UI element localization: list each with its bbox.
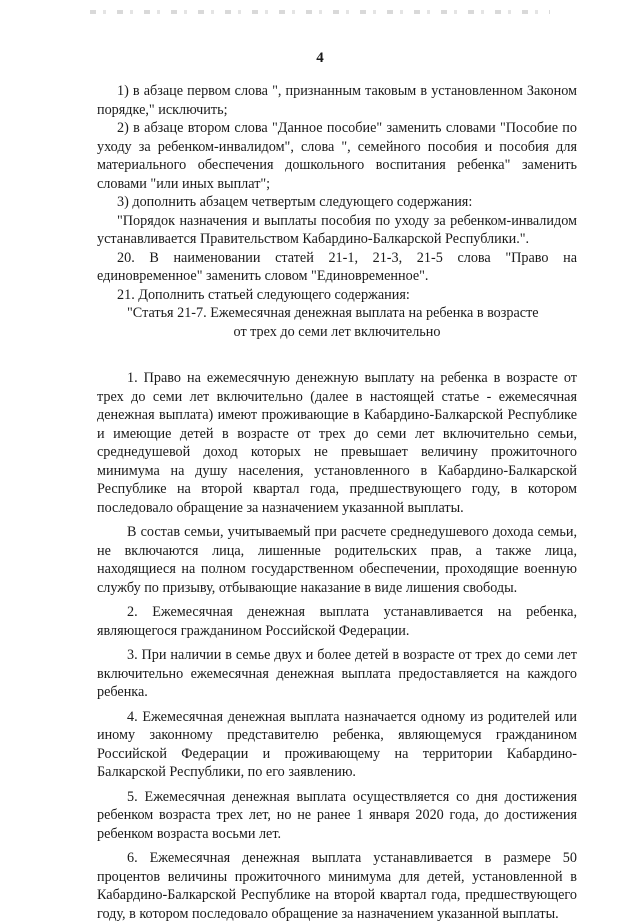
scan-artifact xyxy=(90,10,550,14)
amendment-paragraph: 3) дополнить абзацем четвертым следующего содержания: xyxy=(117,194,473,210)
article-title-line-2: от трех до семи лет включительно xyxy=(233,323,441,340)
article-paragraph: 2. Ежемесячная денежная выплата устанавливается на ребенка, являющегося гражданином Российской Федерации. xyxy=(97,604,577,639)
amendment-paragraph: 1) в абзаце первом слова ", признанным таковым в установленном Законом порядке," исключить; xyxy=(97,83,577,118)
article-paragraph: 6. Ежемесячная денежная выплата устанавливается в размере 50 процентов величины прожиточного минимума для детей, установленной в Кабардино-Балкарской Республике на второй квартал года, предшествующего году, в котором последовало обращение за назначением указанной выплаты. xyxy=(97,850,577,922)
amendment-paragraph: 21. Дополнить статьей следующего содержания: xyxy=(117,286,410,303)
article-paragraph: В состав семьи, учитываемый при расчете среднедушевого дохода семьи, не включаются лица, лишенные родительских прав, а также лица, находящиеся на полном государственном обеспечении, проходящие военную службу по призыву, отбывающие наказание в виде лишения свободы. xyxy=(97,524,577,596)
article-title-line-1: "Статья 21-7. Ежемесячная денежная выплата на ребенка в возрасте xyxy=(127,305,539,321)
amendment-paragraph: 20. В наименовании статей 21-1, 21-3, 21-5 слова "Право на единовременное" заменить словом "Единовременное". xyxy=(97,249,577,284)
amendment-paragraph: "Порядок назначения и выплаты пособия по уходу за ребенком-инвалидом устанавливается Правительством Кабардино-Балкарской Республики.". xyxy=(97,212,577,247)
amendment-paragraph: 2) в абзаце втором слова "Данное пособие" заменить словами "Пособие по уходу за ребенком-инвалидом", слова ", семейного пособия и пособия для материального обеспечения дошкольного воспитания ребенка" заменить словами "или иных выплат"; xyxy=(97,120,577,192)
article-paragraph: 4. Ежемесячная денежная выплата назначается одному из родителей или иному законному представителю ребенка, являющемуся гражданином Российской Федерации и проживающему на территории Кабардино-Балкарской Республики, по его заявлению. xyxy=(97,708,577,780)
page-number: 4 xyxy=(316,50,324,66)
article-paragraph: 5. Ежемесячная денежная выплата осуществляется со дня достижения ребенком возраста трех лет, но не ранее 1 января 2020 года, до достижения ребенком возраста восьми лет. xyxy=(97,788,577,842)
article-paragraph: 3. При наличии в семье двух и более детей в возрасте от трех до семи лет включительно ежемесячная денежная выплата предоставляется на каждого ребенка. xyxy=(97,647,577,700)
document-body xyxy=(97,82,577,923)
article-paragraph: 1. Право на ежемесячную денежную выплату на ребенка в возрасте от трех до семи лет включительно (далее в настоящей статье - ежемесячная денежная выплата) имеют проживающие в Кабардино-Балкарской Республике и имеющие детей в возрасте от трех до семи лет включительно семьи, среднедушевой доход которых не превышает величину прожиточного минимума на душу населения, установленного в Кабардино-Балкарской Республике на второй квартал года, предшествующего году, в котором последовало обращение за назначением указанной выплаты. xyxy=(97,370,577,516)
article-title xyxy=(97,304,577,341)
